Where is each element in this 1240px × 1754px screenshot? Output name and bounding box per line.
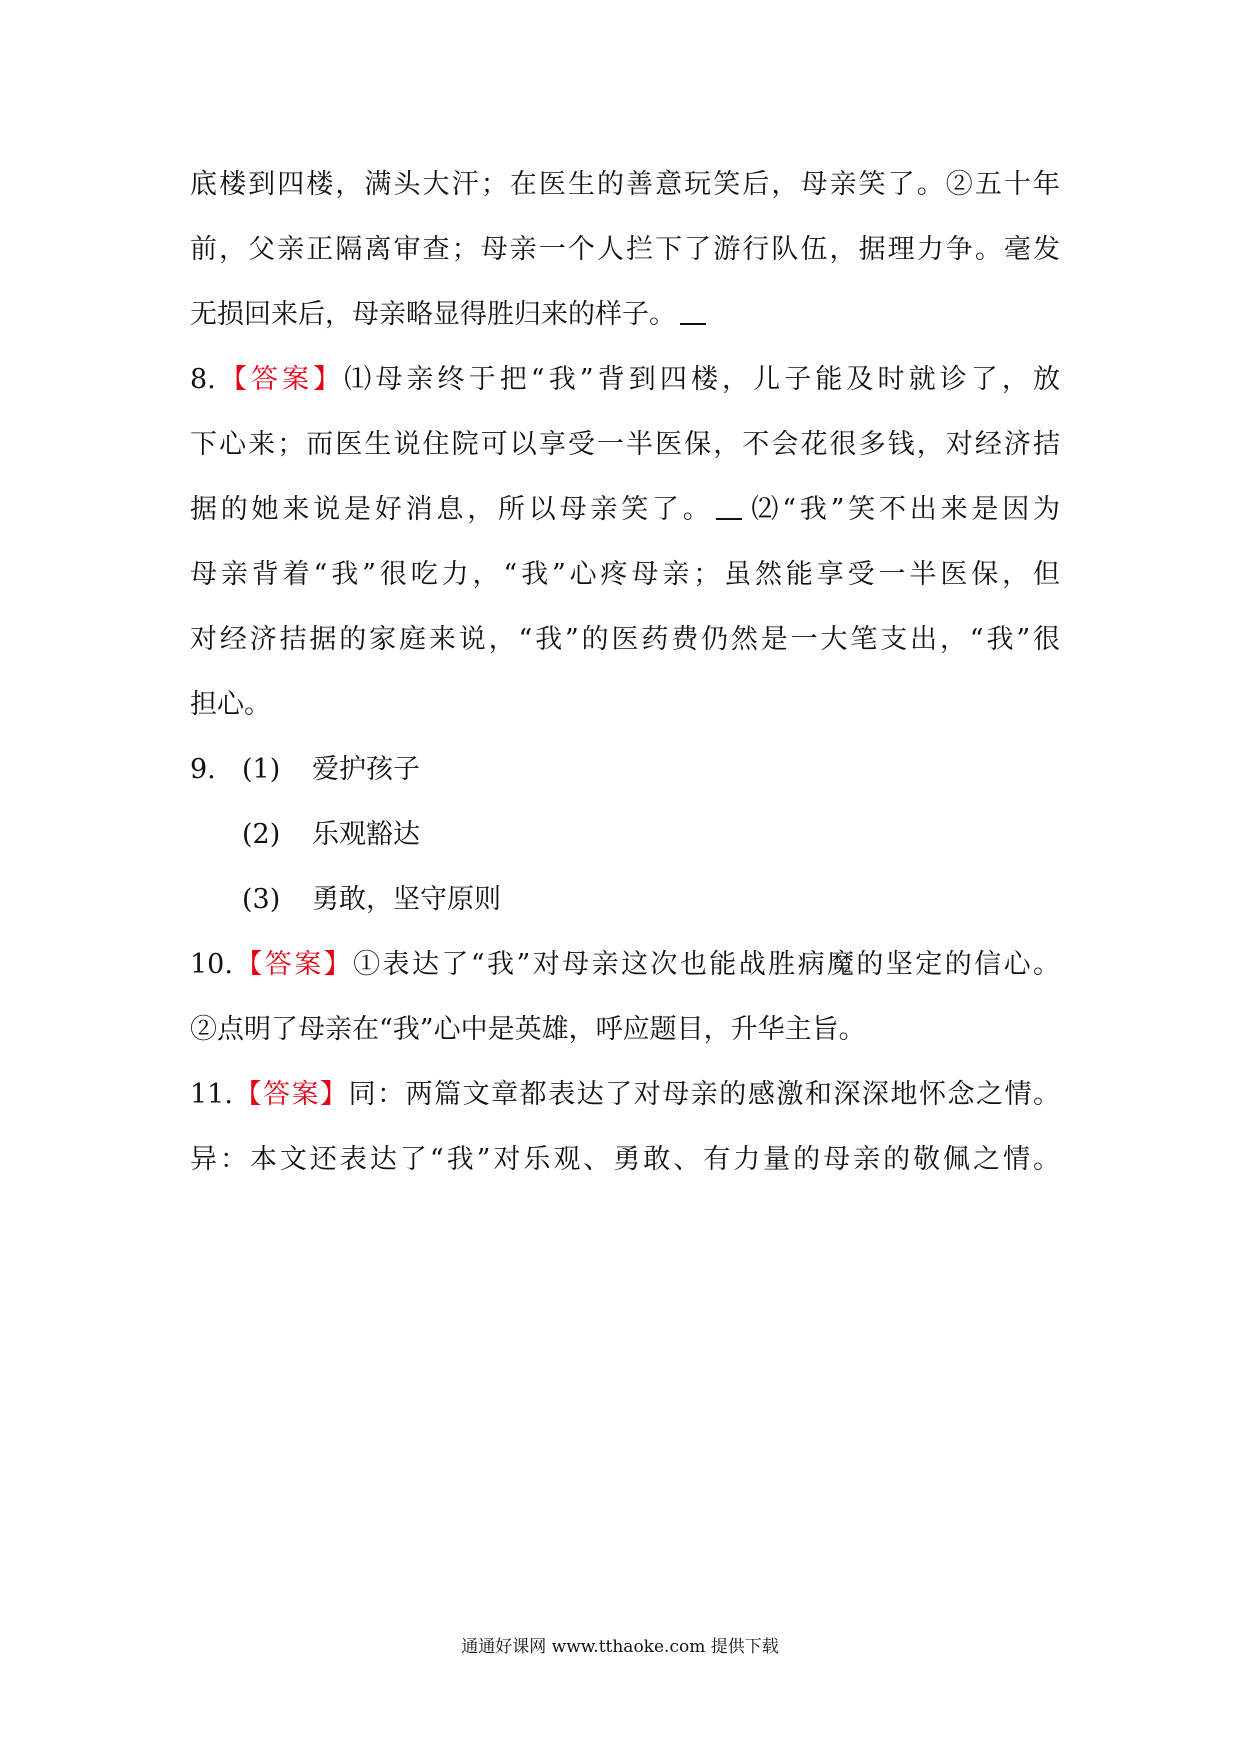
q9-item-label: (3): [242, 884, 281, 915]
answer-tag: 【答案】: [232, 1079, 349, 1110]
q9-item-text: 勇敢，坚守原则: [312, 884, 501, 915]
answer-blank: [716, 517, 742, 520]
q8-line-4: 母亲背着“我”很吃力，“我”心疼母亲；虽然能享受一半医保，但: [190, 559, 1060, 590]
q11-line-1: [190, 1062, 1060, 1127]
continuation-line-3-text: 无损回来后，母亲略显得胜归来的样子。: [190, 299, 676, 330]
q8-line-3-b: ⑵“我”笑不出来是因为: [747, 494, 1060, 525]
footer-attribution: 通通好课网 www.tthaoke.com 提供下载: [461, 1637, 779, 1657]
continuation-line-1: 底楼到四楼，满头大汗；在医生的善意玩笑后，母亲笑了。②五十年: [190, 169, 1060, 200]
q8-line-5: 对经济拮据的家庭来说，“我”的医药费仍然是一大笔支出，“我”很: [190, 624, 1060, 655]
q8-text: ⑴母亲终于把“我”背到四楼，儿子能及时就诊了，放: [344, 364, 1060, 395]
q8-line-3-a: 据的她来说是好消息，所以母亲笑了。: [190, 494, 714, 525]
q8-line-2: 下心来；而医生说住院可以享受一半医保，不会花很多钱，对经济拮: [190, 429, 1060, 460]
q11-line-2: 异：本文还表达了“我”对乐观、勇敢、有力量的母亲的敬佩之情。: [190, 1144, 1060, 1175]
q11-text: 同：两篇文章都表达了对母亲的感激和深深地怀念之情。: [348, 1079, 1061, 1110]
answer-tag: 【答案】: [215, 364, 345, 395]
q8-number: 8.: [190, 364, 216, 395]
q8-line-6: 担心。: [190, 689, 271, 720]
answer-blank: [680, 322, 706, 325]
q10-text: ①表达了“我”对母亲这次也能战胜病魔的坚定的信心。: [353, 949, 1061, 980]
answer-tag: 【答案】: [232, 949, 354, 980]
q9-number: 9.: [190, 754, 216, 785]
q8-line-3: [190, 477, 1060, 542]
q8-line-1: [190, 347, 1060, 412]
q9-item-text: 乐观豁达: [312, 819, 420, 850]
q10-line-1: [190, 932, 1060, 997]
q9-item-3: [190, 867, 1060, 932]
q9-item-1: [190, 737, 1060, 802]
q9-item-label: (1): [242, 754, 281, 785]
continuation-line-2: 前，父亲正隔离审查；母亲一个人拦下了游行队伍，据理力争。毫发: [190, 234, 1060, 265]
q9-item-label: (2): [242, 819, 281, 850]
q9-item-text: 爱护孩子: [312, 754, 420, 785]
continuation-line-3: [190, 282, 1060, 347]
q10-line-2: ②点明了母亲在“我”心中是英雄，呼应题目，升华主旨。: [190, 1014, 866, 1045]
q10-number: 10.: [190, 949, 233, 980]
q11-number: 11.: [190, 1079, 233, 1110]
q9-item-2: [190, 802, 1060, 867]
answer-content: [190, 152, 1060, 1192]
